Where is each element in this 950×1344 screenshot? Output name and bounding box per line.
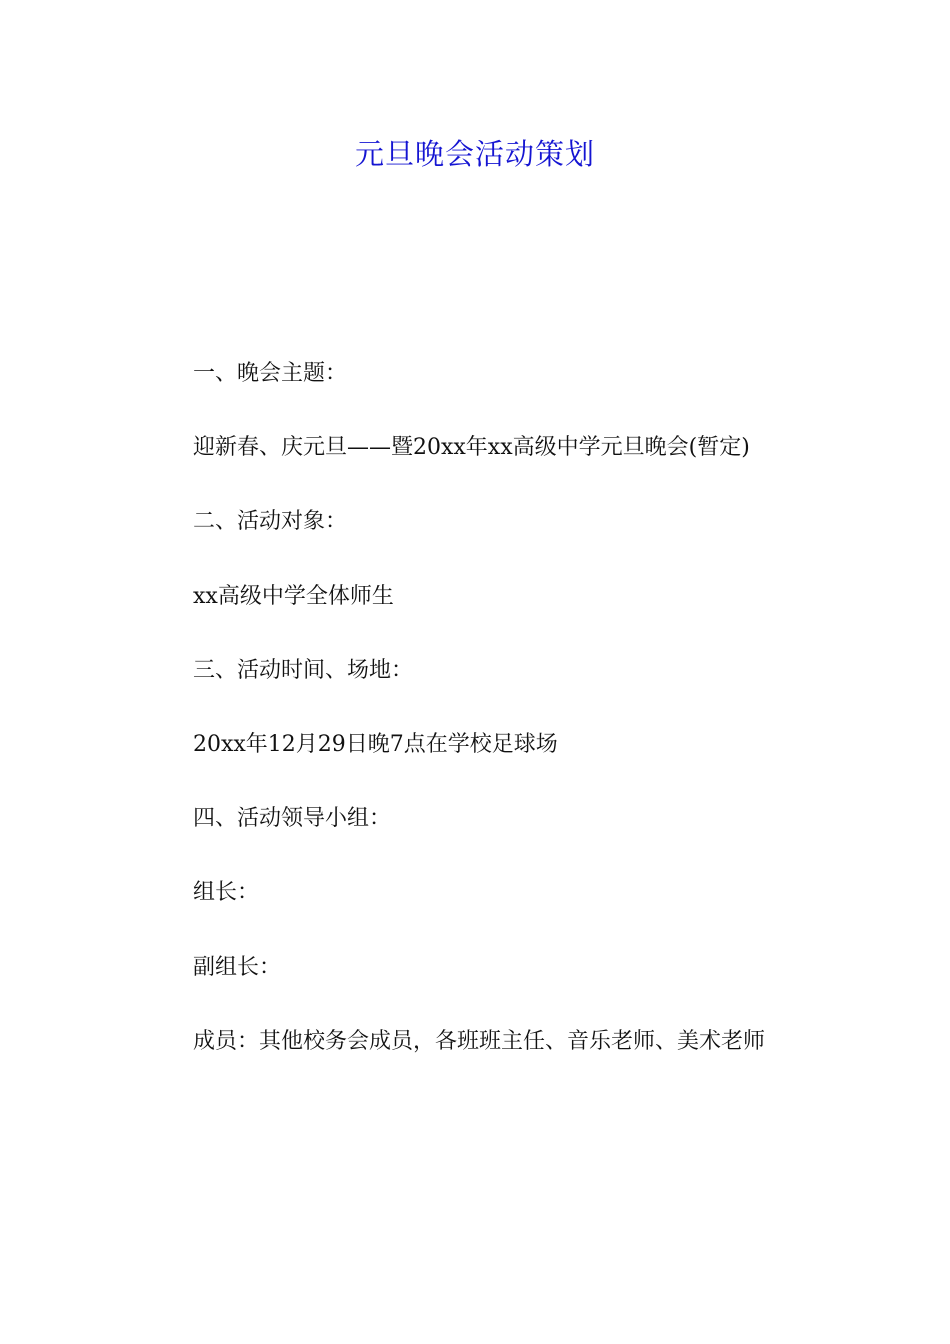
section-heading-time-venue: 三、活动时间、场地： bbox=[193, 657, 414, 683]
theme-text: 迎新春、庆元旦——暨20xx年xx高级中学元旦晚会(暂定) bbox=[193, 435, 750, 461]
section-heading-theme: 一、晚会主题： bbox=[193, 361, 348, 386]
document-title: 元旦晚会活动策划 bbox=[354, 137, 595, 171]
leader-line: 组长： bbox=[193, 880, 260, 906]
time-venue-text: 20xx年12月29日晚7点在学校足球场 bbox=[193, 732, 558, 758]
members-line: 成员：其他校务会成员，各班班主任、音乐老师、美术老师 bbox=[193, 1028, 766, 1054]
audience-text: xx高级中学全体师生 bbox=[193, 583, 394, 609]
section-heading-leadership: 四、活动领导小组： bbox=[193, 806, 392, 832]
document-body bbox=[145, 337, 805, 1079]
deputy-leader-line: 副组长： bbox=[193, 954, 282, 980]
section-heading-audience: 二、活动对象： bbox=[193, 509, 348, 535]
